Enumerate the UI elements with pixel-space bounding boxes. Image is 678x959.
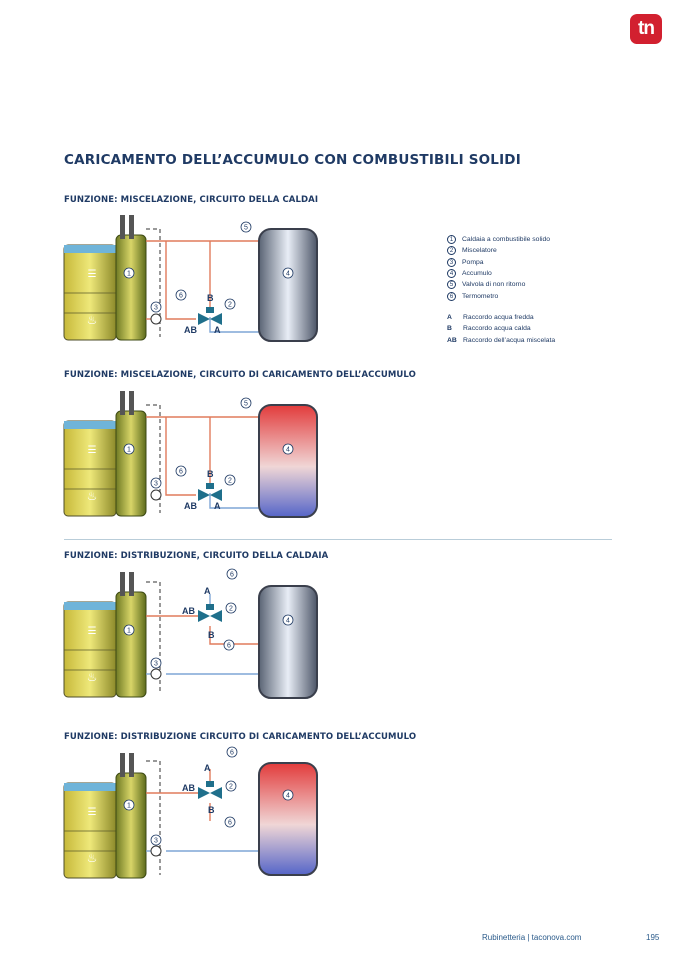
legend-item: 3 Pompa: [447, 257, 555, 268]
svg-text:5: 5: [244, 400, 248, 408]
diagram-distribution-boiler-circuit: [56, 564, 326, 704]
legend-connection: B Raccordo acqua calda: [447, 325, 531, 333]
label-b: B: [207, 293, 214, 303]
svg-text:6: 6: [179, 468, 183, 476]
svg-text:1: 1: [127, 802, 131, 810]
svg-text:4: 4: [286, 617, 290, 625]
svg-text:☰: ☰: [87, 626, 97, 637]
brand-logo: tn: [630, 14, 662, 44]
svg-text:♨: ♨: [86, 313, 98, 327]
diagram-distribution-storage-circuit: [56, 745, 326, 885]
svg-text:☰: ☰: [87, 807, 97, 818]
svg-text:6: 6: [230, 571, 234, 579]
svg-text:♨: ♨: [86, 851, 98, 865]
svg-text:4: 4: [286, 446, 290, 454]
boiler-unit: [64, 215, 146, 340]
label-ab: AB: [182, 606, 195, 616]
svg-text:2: 2: [228, 301, 232, 309]
legend: [447, 234, 555, 346]
boiler-unit: [64, 753, 146, 878]
label-a: A: [204, 586, 211, 596]
diagram-mixing-storage-circuit: [56, 383, 326, 523]
svg-text:♨: ♨: [86, 489, 98, 503]
svg-text:6: 6: [227, 642, 231, 650]
svg-text:3: 3: [154, 837, 158, 845]
section-divider: [64, 539, 612, 540]
svg-text:6: 6: [228, 819, 232, 827]
page-number: 195: [646, 933, 660, 942]
label-b: B: [207, 469, 214, 479]
svg-text:4: 4: [286, 270, 290, 278]
svg-text:1: 1: [127, 446, 131, 454]
section-title-4: FUNZIONE: DISTRIBUZIONE CIRCUITO DI CARICAMENTO DELL’ACCUMULO: [64, 732, 417, 742]
legend-item: 1 Caldaia a combustibile solido: [447, 234, 555, 245]
section-title-1: FUNZIONE: MISCELAZIONE, CIRCUITO DELLA CALDAI: [64, 195, 319, 205]
label-a: A: [214, 501, 221, 511]
svg-text:4: 4: [286, 792, 290, 800]
svg-text:1: 1: [127, 627, 131, 635]
diagram-mixing-boiler-circuit: [56, 207, 326, 347]
legend-connection: A Raccordo acqua fredda: [447, 313, 534, 321]
mixing-valve-icon: [198, 781, 222, 799]
legend-item: 5 Valvola di non ritorno: [447, 279, 555, 290]
pump-icon: [151, 314, 161, 324]
footer-text: Rubinetteria | taconova.com: [482, 933, 582, 942]
svg-text:2: 2: [229, 605, 233, 613]
svg-text:3: 3: [154, 660, 158, 668]
legend-item: 6 Termometro: [447, 290, 555, 301]
svg-text:1: 1: [127, 270, 131, 278]
label-ab: AB: [184, 501, 197, 511]
legend-connection: AB Raccordo dell’acqua miscelata: [447, 336, 556, 344]
svg-text:5: 5: [244, 224, 248, 232]
boiler-unit: [64, 572, 146, 697]
pump-icon: [151, 669, 161, 679]
svg-text:♨: ♨: [86, 670, 98, 684]
label-a: A: [214, 325, 221, 335]
svg-text:6: 6: [179, 292, 183, 300]
label-ab: AB: [184, 325, 197, 335]
label-b: B: [208, 805, 215, 815]
label-a: A: [204, 763, 211, 773]
svg-text:☰: ☰: [87, 269, 97, 280]
pump-icon: [151, 846, 161, 856]
mixing-valve-icon: [198, 604, 222, 622]
label-b: B: [208, 630, 215, 640]
boiler-unit: [64, 391, 146, 516]
svg-text:3: 3: [154, 480, 158, 488]
legend-item: 2 Miscelatore: [447, 245, 555, 256]
legend-item: 4 Accumulo: [447, 268, 555, 279]
section-title-2: FUNZIONE: MISCELAZIONE, CIRCUITO DI CARICAMENTO DELL’ACCUMULO: [64, 370, 416, 380]
svg-text:3: 3: [154, 304, 158, 312]
section-title-3: FUNZIONE: DISTRIBUZIONE, CIRCUITO DELLA CALDAIA: [64, 551, 329, 561]
svg-text:2: 2: [229, 783, 233, 791]
svg-text:☰: ☰: [87, 445, 97, 456]
svg-text:6: 6: [230, 749, 234, 757]
page-title: CARICAMENTO DELL’ACCUMULO CON COMBUSTIBILI SOLIDI: [64, 152, 521, 168]
pump-icon: [151, 490, 161, 500]
label-ab: AB: [182, 783, 195, 793]
svg-text:2: 2: [228, 477, 232, 485]
